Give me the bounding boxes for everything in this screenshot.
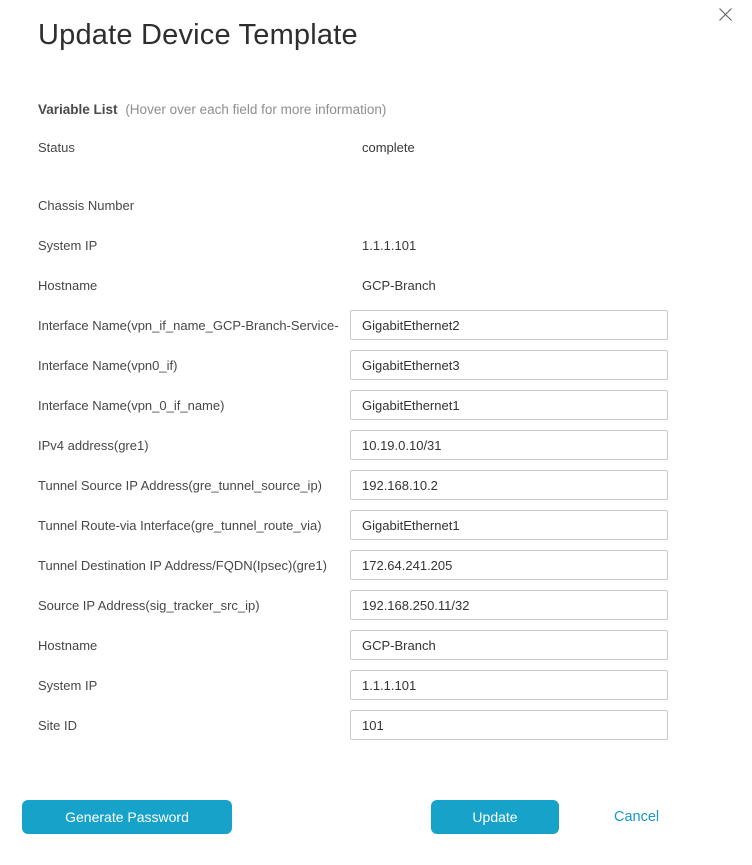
variable-row-static: [38, 230, 670, 260]
field-input[interactable]: [350, 430, 668, 460]
field-input[interactable]: [350, 630, 668, 660]
field-label: Source IP Address(sig_tracker_src_ip): [38, 597, 260, 613]
field-input[interactable]: [350, 350, 668, 380]
field-input[interactable]: [350, 710, 668, 740]
field-value: GCP-Branch: [362, 277, 436, 293]
variable-row-input: [38, 630, 670, 660]
field-label: Hostname: [38, 277, 98, 293]
field-label: Site ID: [38, 717, 78, 733]
field-label: Status: [38, 139, 75, 155]
field-label: Tunnel Source IP Address(gre_tunnel_source_ip): [38, 477, 323, 493]
variable-list: [38, 132, 670, 750]
field-input[interactable]: [350, 390, 668, 420]
update-button[interactable]: Update: [431, 800, 559, 834]
field-input[interactable]: [350, 550, 668, 580]
dialog-footer: [0, 800, 752, 834]
field-label: Tunnel Destination IP Address/FQDN(Ipsec)(gre1): [38, 557, 328, 573]
field-input[interactable]: [350, 590, 668, 620]
variable-row-input: [38, 430, 670, 460]
variable-row-static: [38, 190, 670, 220]
variable-row-input: [38, 350, 670, 380]
field-input[interactable]: [350, 670, 668, 700]
field-label: System IP: [38, 237, 98, 253]
field-input[interactable]: [350, 310, 668, 340]
variable-row-input: [38, 510, 670, 540]
field-label: IPv4 address(gre1): [38, 437, 149, 453]
variable-row-static: [38, 132, 670, 162]
variable-list-heading: Variable List: [38, 102, 118, 117]
variable-row-input: [38, 590, 670, 620]
variable-list-hint: (Hover over each field for more information): [125, 102, 387, 117]
variable-row-input: [38, 710, 670, 740]
field-label: System IP: [38, 677, 98, 693]
dialog-title: Update Device Template: [38, 19, 358, 51]
variable-list-header: [38, 102, 386, 117]
field-label: Interface Name(vpn_0_if_name): [38, 397, 225, 413]
variable-row-input: [38, 310, 670, 340]
field-value: 1.1.1.101: [362, 237, 417, 253]
cancel-link[interactable]: Cancel: [614, 809, 660, 825]
field-label: Tunnel Route-via Interface(gre_tunnel_route_via): [38, 517, 322, 533]
generate-password-button[interactable]: Generate Password: [22, 800, 232, 834]
variable-row-input: [38, 550, 670, 580]
field-input[interactable]: [350, 470, 668, 500]
field-label: Interface Name(vpn_if_name_GCP-Branch-Service-: [38, 317, 339, 333]
field-value: complete: [362, 139, 415, 155]
field-label: Chassis Number: [38, 197, 135, 213]
variable-row-input: [38, 470, 670, 500]
field-label: Interface Name(vpn0_if): [38, 357, 178, 373]
variable-row-input: [38, 390, 670, 420]
variable-row-input: [38, 670, 670, 700]
field-label: Hostname: [38, 637, 98, 653]
variable-row-static: [38, 270, 670, 300]
close-icon[interactable]: [716, 5, 734, 23]
field-input[interactable]: [350, 510, 668, 540]
